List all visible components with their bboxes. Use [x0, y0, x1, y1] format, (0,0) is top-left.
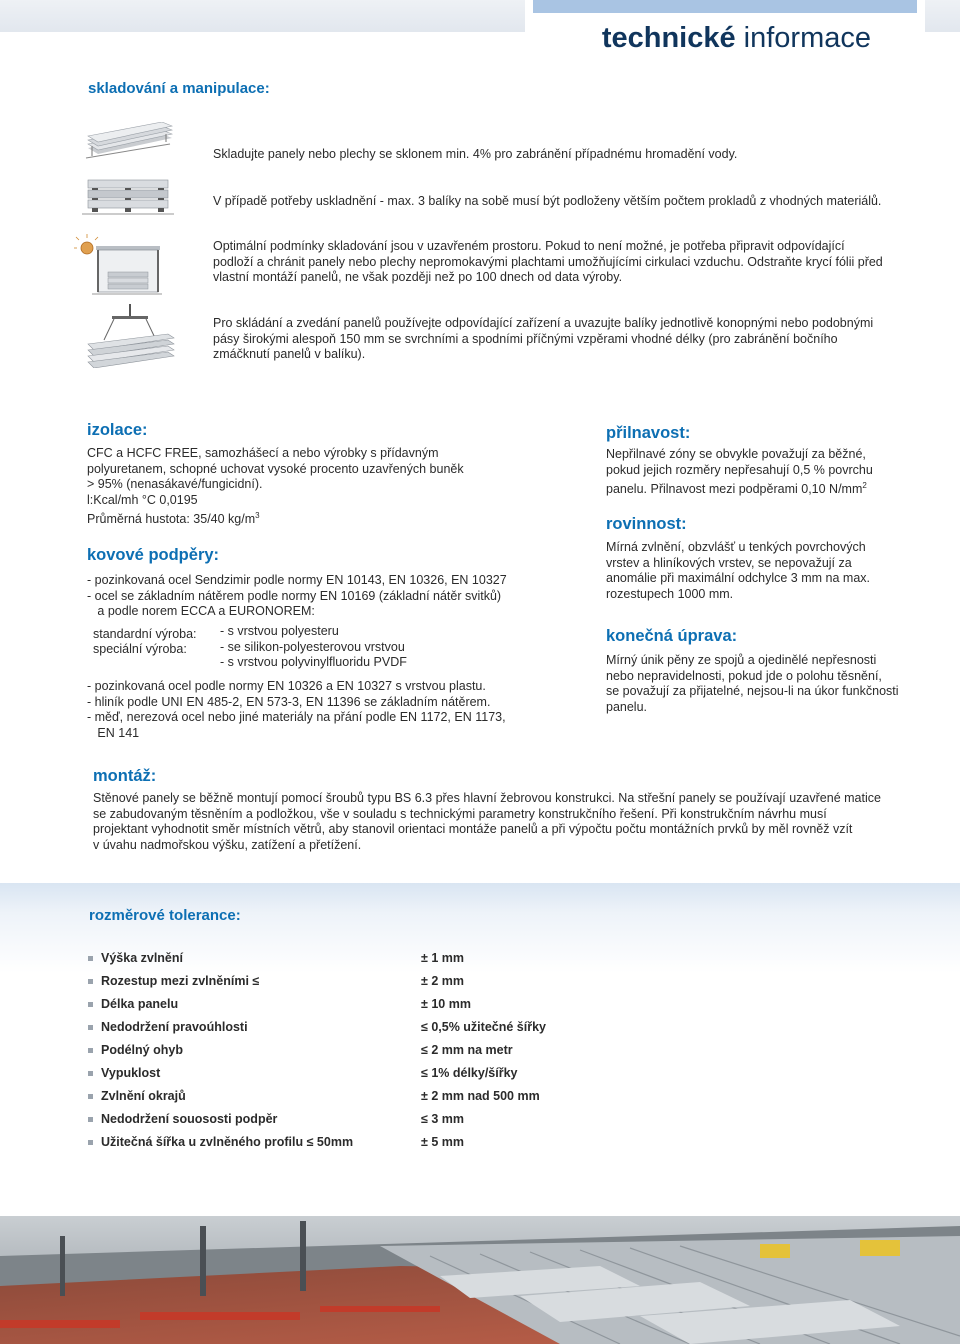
text-line: v úvahu nadmořskou výšku, zatížení a přetížení. — [93, 837, 362, 852]
bullet-square-icon — [88, 956, 93, 961]
text-line: V případě potřeby uskladnění - max. 3 balíky na sobě musí být podloženy větším počtem prokladů z vhodných materiálů. — [213, 194, 882, 208]
text-line: - pozinkovaná ocel Sendzimir podle normy EN 10143, EN 10326, EN 10327 — [87, 573, 507, 587]
text-line: pásy širokými alespoň 150 mm se svrchními a spodními příčnými vzpěrami vhodné délky (pro zabránění bočního — [213, 331, 838, 346]
bullet-square-icon — [88, 1048, 93, 1053]
stacked-panels-icon — [82, 122, 174, 162]
storage-item-conditions — [213, 239, 883, 286]
density-unit-sup: 3 — [255, 511, 260, 521]
supports-text-b — [87, 679, 506, 741]
covered-storage-icon — [74, 234, 164, 298]
adhesion-last-text: panelu. Přilnavost mezi podpěrami 0,10 N/mm — [606, 482, 863, 497]
storage-item-slope — [213, 147, 737, 163]
page-title — [602, 20, 871, 56]
text-line: vrstev a hliníkových vrstev, se nepovažují za — [606, 555, 852, 570]
supports-heading: kovové podpěry: — [87, 546, 220, 564]
page-title-light: informace — [743, 22, 871, 54]
adhesion-unit-sup: 2 — [862, 481, 867, 491]
insulation-text — [87, 446, 464, 528]
assembly-heading: montáž: — [93, 767, 157, 785]
text-line: Skladujte panely nebo plechy se sklonem min. 4% pro zabránění případnému hromadění vody. — [213, 147, 738, 161]
text-line: - ocel se základním nátěrem podle normy EN 10169 (základní nátěr svitků) — [87, 588, 502, 603]
finish-heading: konečná úprava: — [606, 627, 738, 645]
text-line: Pro skládání a zvedání panelů používejte odpovídající zařízení a uvazujte balíky jednotlivě konopnými nebo podobnými — [213, 316, 874, 330]
coating-variants — [220, 624, 407, 671]
text-line: se považují za přijatelné, nejsou-li na úkor funkčnosti — [606, 684, 899, 699]
tolerance-label: Délka panelu — [101, 997, 179, 1011]
tolerance-row — [88, 1112, 568, 1129]
text-line: - měď, nerezová ocel nebo jiné materiály na přání podle EN 1172, EN 1173, — [87, 710, 506, 725]
storage-item-lifting — [213, 316, 873, 363]
tolerance-value: ≤ 1% délky/šířky — [421, 1066, 518, 1080]
storage-item-stacking — [213, 194, 881, 210]
text-line: anomálie při maximální odchylce 3 mm na max. — [606, 571, 870, 586]
text-line: Nepřilnavé zóny se obvykle považují za běžné, — [606, 447, 866, 461]
special-production-label: speciální výroba: — [93, 642, 187, 656]
bullet-square-icon — [88, 1094, 93, 1099]
text-line: l:Kcal/mh °C 0,0195 — [87, 492, 198, 507]
text-line: EN 141 — [87, 725, 140, 740]
text-line: projektant vyhodnotit směr místních větrů, aby stanovil orientaci montáže panelů a při výpočtu počtu montážních prvků by měl rovněž vzít — [93, 822, 853, 837]
text-line: Mírný únik pěny ze spojů a ojedinělé nepřesnosti — [606, 653, 877, 667]
tolerance-value: ± 1 mm — [421, 951, 464, 965]
density-line — [87, 508, 464, 528]
bullet-square-icon — [88, 1002, 93, 1007]
panel-production-line-photo — [0, 1216, 960, 1344]
adhesion-text — [606, 447, 873, 498]
text-line — [606, 478, 873, 498]
tolerance-value: ≤ 2 mm na metr — [421, 1043, 513, 1057]
text-line: zmáčknutí panelů v balíku). — [213, 347, 366, 362]
assembly-text — [93, 791, 881, 853]
adhesion-heading: přilnavost: — [606, 424, 691, 442]
text-line: CFC a HCFC FREE, samozhášecí a nebo výrobky s přídavným — [87, 446, 439, 460]
tolerance-value: ≤ 3 mm — [421, 1112, 464, 1126]
text-line: - hliník podle UNI EN 485-2, EN 573-3, EN 11396 se základním nátěrem. — [87, 694, 491, 709]
bullet-square-icon — [88, 979, 93, 984]
text-line: se zabudovaným těsněním a podložkou, vše v souladu s technickými parametry konstrukčního řešení. Při konstrukčním návrhu musí — [93, 806, 827, 821]
header-band-left — [0, 0, 525, 32]
text-line: polyuretanem, schopné uchovat vysoké procento uzavřených buněk — [87, 461, 464, 476]
standard-production-label: standardní výroba: — [93, 627, 197, 641]
tolerance-label: Podélný ohyb — [101, 1043, 183, 1057]
tolerance-label: Nedodržení pravoúhlosti — [101, 1020, 248, 1034]
tolerance-row — [88, 1089, 568, 1106]
tolerance-row — [88, 951, 568, 968]
tolerance-row — [88, 1020, 568, 1037]
finish-text — [606, 653, 899, 715]
text-line: vlastní montáží panelů, ne však později než po 100 dnech od data výroby. — [213, 270, 623, 285]
panel-bundles-on-spacers-icon — [80, 176, 176, 220]
text-line: a podle norem ECCA a EURONOREM: — [87, 604, 315, 619]
text-line: Mírná zvlnění, obzvlášť u tenkých povrchových — [606, 540, 866, 554]
tolerances-heading: rozměrové tolerance: — [89, 907, 241, 924]
tolerance-row — [88, 1066, 568, 1083]
text-line: nebo nepravidelnosti, pokud jde o polohu těsnění, — [606, 668, 882, 683]
text-line: - se silikon-polyesterovou vrstvou — [220, 639, 405, 654]
tolerance-value: ± 10 mm — [421, 997, 471, 1011]
text-line: - pozinkovaná ocel podle normy EN 10326 a EN 10327 s vrstvou plastu. — [87, 679, 486, 693]
lifting-bundle-icon — [82, 304, 178, 368]
bullet-square-icon — [88, 1117, 93, 1122]
tolerance-label: Užitečná šířka u zvlněného profilu ≤ 50mm — [101, 1135, 354, 1149]
text-line: - s vrstvou polyesteru — [220, 624, 339, 638]
text-line: - s vrstvou polyvinylfluoridu PVDF — [220, 655, 407, 670]
tolerance-value: ± 2 mm — [421, 974, 464, 988]
tolerance-value: ≤ 0,5% užitečné šířky — [421, 1020, 546, 1034]
header-band-right — [925, 0, 960, 32]
bullet-square-icon — [88, 1025, 93, 1030]
supports-text-a — [87, 573, 507, 620]
tolerance-label: Nedodržení souososti podpěr — [101, 1112, 278, 1126]
text-line: pokud jejich rozměry nepřesahují 0,5 % povrchu — [606, 462, 873, 477]
tolerance-row — [88, 1043, 568, 1060]
text-line: Optimální podmínky skladování jsou v uzavřeném prostoru. Pokud to není možné, je potřeba připravit odpovídající — [213, 239, 845, 253]
tolerance-row — [88, 1135, 568, 1152]
text-line: Stěnové panely se běžně montují pomocí šroubů typu BS 6.3 přes hlavní žebrovou konstrukci. Na střešní panely se používají uzavřené matice — [93, 791, 881, 805]
flatness-text — [606, 540, 870, 602]
tolerance-row — [88, 974, 568, 991]
page-title-bold: technické — [601, 22, 736, 54]
tolerance-label: Zvlnění okrajů — [101, 1089, 186, 1103]
bullet-square-icon — [88, 1071, 93, 1076]
text-line: rozestupech 1000 mm. — [606, 586, 734, 601]
bullet-square-icon — [88, 1140, 93, 1145]
text-line: panelu. — [606, 699, 648, 714]
tolerance-label: Rozestup mezi zvlněními ≤ — [101, 974, 260, 988]
density-text: Průměrná hustota: 35/40 kg/m — [87, 512, 256, 527]
insulation-heading: izolace: — [87, 421, 148, 439]
tolerance-value: ± 5 mm — [421, 1135, 464, 1149]
header-accent-bar — [533, 0, 917, 13]
tolerance-label: Výška zvlnění — [101, 951, 183, 965]
text-line: > 95% (nenasákavé/fungicidní). — [87, 477, 263, 492]
text-line: podloží a chránit panely nebo plechy nepromokavými plachtami umožňujícími cirkulaci vzduchu. Odstraňte krycí fólii před — [213, 254, 883, 269]
tolerance-label: Vypuklost — [101, 1066, 161, 1080]
flatness-heading: rovinnost: — [606, 515, 687, 533]
storage-heading: skladování a manipulace: — [88, 80, 270, 97]
tolerance-row — [88, 997, 568, 1014]
tolerance-value: ± 2 mm nad 500 mm — [421, 1089, 540, 1103]
